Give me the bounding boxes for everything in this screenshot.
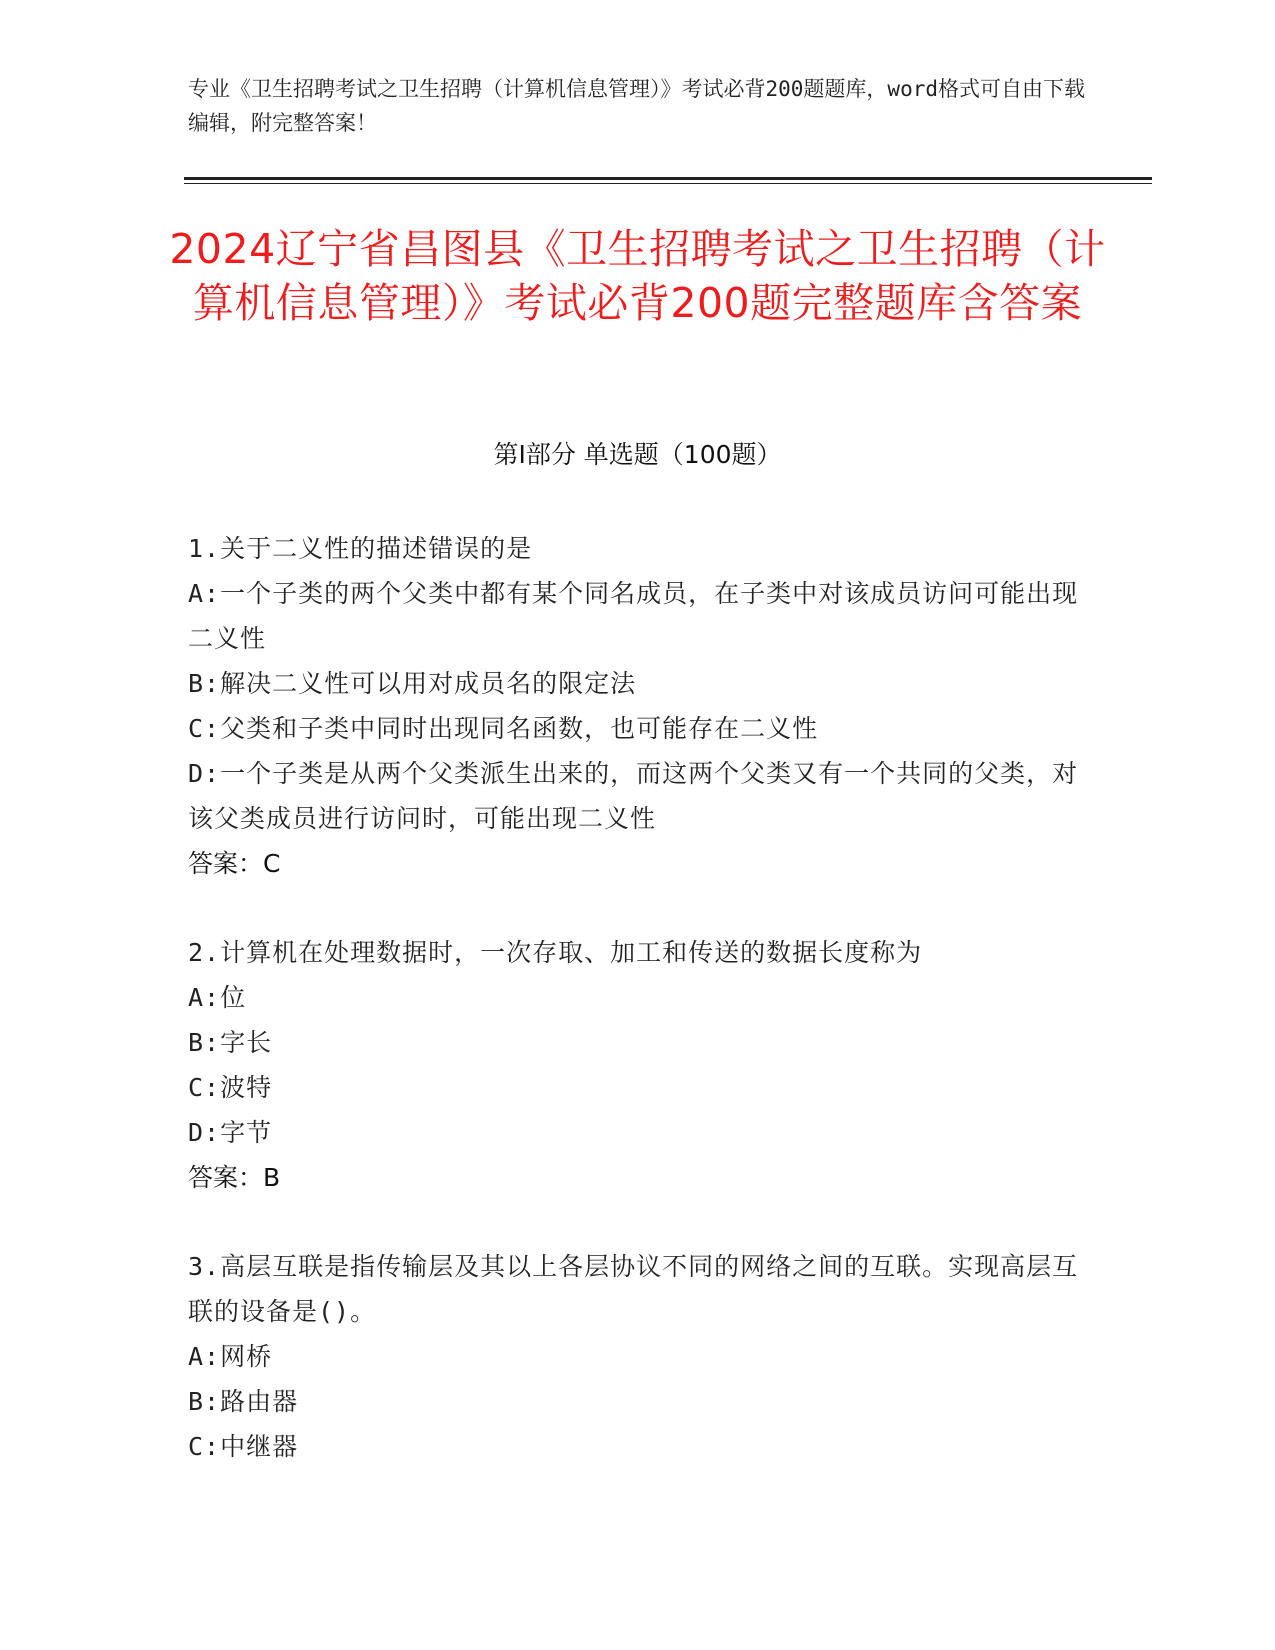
option-c: C:中继器 xyxy=(188,1432,299,1461)
option-a: A:位 xyxy=(188,983,247,1012)
option-b: B:路由器 xyxy=(188,1387,299,1416)
question-3 xyxy=(188,1244,1088,1469)
option-d: D:一个子类是从两个父类派生出来的，而这两个父类又有一个共同的父类，对该父类成员进行访问时，可能出现二义性 xyxy=(188,759,1079,833)
header-rule-thin xyxy=(184,183,1152,184)
option-a: A:网桥 xyxy=(188,1342,273,1371)
section-heading: 第Ⅰ部分 单选题（100题） xyxy=(493,440,782,469)
option-b: B:字长 xyxy=(188,1028,273,1057)
header-note: 专业《卫生招聘考试之卫生招聘（计算机信息管理）》考试必背200题题库，word格式可自由下载编辑，附完整答案！ xyxy=(188,77,1085,135)
answer-line: 答案：C xyxy=(188,849,281,878)
header-rule-thick xyxy=(184,177,1152,180)
document-title: 2024辽宁省昌图县《卫生招聘考试之卫生招聘（计算机信息管理）》考试必背200题完整题库含答案 xyxy=(169,225,1106,327)
option-d: D:字节 xyxy=(188,1118,273,1147)
question-list xyxy=(188,526,1088,1513)
option-b: B:解决二义性可以用对成员名的限定法 xyxy=(188,669,637,698)
option-a: A:一个子类的两个父类中都有某个同名成员，在子类中对该成员访问可能出现二义性 xyxy=(188,579,1079,653)
option-c: C:父类和子类中同时出现同名函数，也可能存在二义性 xyxy=(188,714,819,743)
question-stem: 1.关于二义性的描述错误的是 xyxy=(188,534,533,563)
question-2 xyxy=(188,930,1088,1200)
option-c: C:波特 xyxy=(188,1073,273,1102)
question-stem: 2.计算机在处理数据时，一次存取、加工和传送的数据长度称为 xyxy=(188,938,923,967)
question-1 xyxy=(188,526,1088,886)
question-stem: 3.高层互联是指传输层及其以上各层协议不同的网络之间的互联。实现高层互联的设备是()。 xyxy=(188,1252,1079,1326)
answer-line: 答案：B xyxy=(188,1163,281,1192)
